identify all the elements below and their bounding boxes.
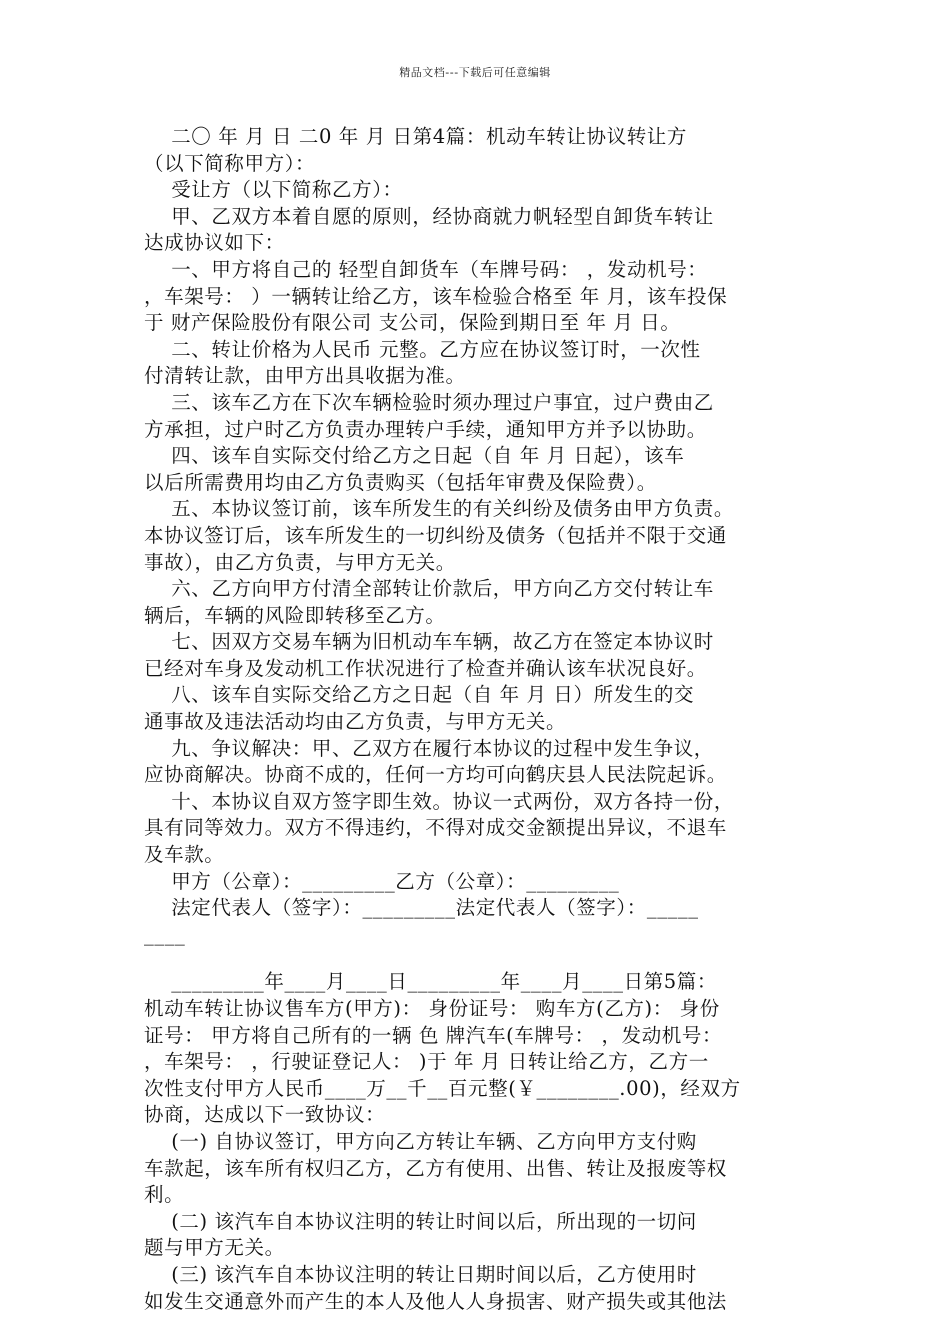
- text-line: 车款起，该车所有权归乙方，乙方有使用、出售、转让及报废等权: [144, 1156, 727, 1180]
- page-header: 精品文档---下载后可任意编辑: [399, 66, 551, 79]
- text-line: 九、争议解决：甲、乙双方在履行本协议的过程中发生争议，: [144, 736, 714, 760]
- text-line: 十、本协议自双方签字即生效。协议一式两份，双方各持一份，: [144, 789, 734, 813]
- text-line: 方承担，过户时乙方负责办理转户手续，通知甲方并予以协助。: [144, 417, 707, 441]
- text-line: 受让方（以下简称乙方）：: [144, 178, 403, 202]
- text-line: 本协议签订后，该车所发生的一切纠纷及债务（包括并不限于交通: [144, 523, 727, 547]
- text-line: ，车架号： ）一辆转让给乙方，该车检验合格至 年 月，该车投保: [144, 284, 728, 308]
- document-body: [144, 124, 814, 1315]
- text-line: 二、转让价格为人民币 元整。乙方应在协议签订时，一次性: [144, 337, 701, 361]
- signature-line: 甲方（公章）：_________乙方（公章）：_________: [144, 869, 620, 893]
- text-line: 以后所需费用均由乙方负责购买（包括年审费及保险费）。: [144, 470, 657, 494]
- text-line: 五、本协议签订前，该车所发生的有关纠纷及债务由甲方负责。: [144, 497, 734, 521]
- text-line: 六、乙方向甲方付清全部转让价款后，甲方向乙方交付转让车: [144, 577, 714, 601]
- text-line: 具有同等效力。双方不得违约，不得对成交金额提出异议，不退车: [144, 816, 727, 840]
- text-line: 七、因双方交易车辆为旧机动车车辆，故乙方在签定本协议时: [144, 630, 714, 654]
- date-line: _________年____月____日_________年____月____日第5篇：: [144, 970, 718, 994]
- text-line: 及车款。: [144, 843, 225, 867]
- text-line: 达成协议如下：: [144, 231, 285, 255]
- text-line: (二) 该汽车自本协议注明的转让时间以后，所出现的一切问: [144, 1209, 697, 1233]
- text-line: (一) 自协议签订，甲方向乙方转让车辆、乙方向甲方支付购: [144, 1129, 697, 1153]
- text-line: 二〇 年 月 日 二0 年 月 日第4篇：机动车转让协议转让方: [144, 125, 687, 148]
- text-line: （以下简称甲方）：: [144, 151, 316, 175]
- text-line: 于 财产保险股份有限公司 支公司，保险到期日至 年 月 日。: [144, 311, 681, 335]
- text-line: 机动车转让协议售车方(甲方)： 身份证号： 购车方(乙方)： 身份: [144, 997, 720, 1020]
- text-line: 辆后，车辆的风险即转移至乙方。: [144, 603, 446, 627]
- signature-line: 法定代表人（签字）：_________法定代表人（签字）：_____: [144, 896, 699, 920]
- text-line: 八、该车自实际交给乙方之日起（自 年 月 日）所发生的交: [144, 683, 695, 707]
- text-line: 证号： 甲方将自己所有的一辆 色 牌汽车(车牌号： ，发动机号：: [144, 1023, 723, 1047]
- signature-line: ____: [144, 922, 186, 946]
- text-line: 如发生交通意外而产生的本人及他人人身损害、财产损失或其他法: [144, 1289, 727, 1313]
- text-line: 一、甲方将自己的 轻型自卸货车（车牌号码： ，发动机号：: [144, 257, 708, 281]
- text-line: 次性支付甲方人民币____万__千__百元整(￥________.00)，经双方: [144, 1076, 741, 1100]
- text-line: ，车架号： ，行驶证登记人： )于 年 月 日转让给乙方，乙方一: [144, 1050, 709, 1074]
- text-line: 事故），由乙方负责，与甲方无关。: [144, 550, 456, 574]
- text-line: 题与甲方无关。: [144, 1236, 285, 1260]
- text-line: 付清转让款，由甲方出具收据为准。: [144, 364, 466, 388]
- text-line: 协商，达成以下一致协议：: [144, 1103, 386, 1127]
- text-line: 四、该车自实际交付给乙方之日起（自 年 月 日起），该车: [144, 444, 685, 468]
- text-line: (三) 该汽车自本协议注明的转让日期时间以后，乙方使用时: [144, 1262, 697, 1286]
- agreement-5-section: [144, 996, 814, 1315]
- text-line: 已经对车身及发动机工作状况进行了检查并确认该车状况良好。: [144, 656, 707, 680]
- text-line: 三、该车乙方在下次车辆检验时须办理过户事宜，过户费由乙: [144, 390, 714, 414]
- text-line: 甲、乙双方本着自愿的原则，经协商就力帆轻型自卸货车转让: [144, 204, 714, 228]
- agreement-4-section: [144, 124, 814, 948]
- text-line: 利。: [144, 1183, 185, 1207]
- text-line: 通事故及违法活动均由乙方负责，与甲方无关。: [144, 710, 567, 734]
- text-line: 应协商解决。协商不成的，任何一方均可向鹤庆县人民法院起诉。: [144, 763, 727, 787]
